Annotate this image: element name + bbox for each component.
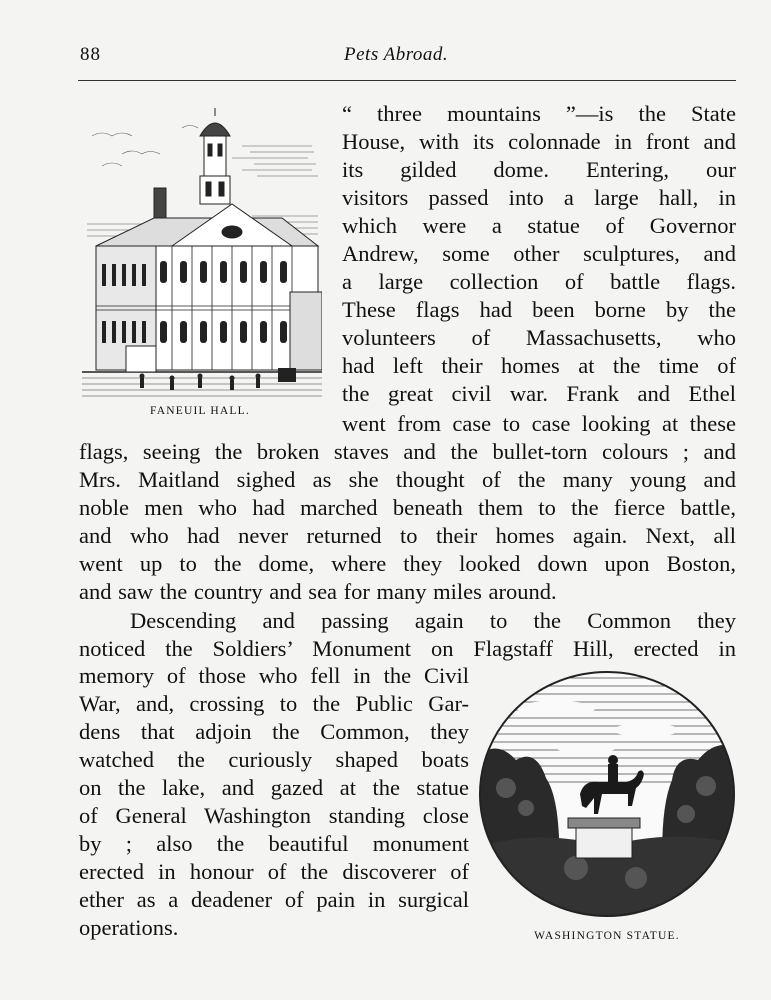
text-line: watched the curiously shaped boats [79, 747, 469, 772]
text-line: on the lake, and gazed at the statue [79, 775, 469, 800]
text-line: House, with its colonnade in front and [342, 129, 736, 154]
text-line: a large collection of battle flags. [342, 269, 736, 294]
text-line: “ three mountains ”—is the State [342, 101, 736, 126]
figure-caption-faneuil-hall: FANEUIL HALL. [150, 405, 250, 417]
page-number: 88 [80, 44, 101, 65]
text-line: and saw the country and sea for many miles around. [79, 579, 557, 604]
text-line: and who had never returned to their homes again. Next, all [79, 523, 736, 548]
text-line: volunteers of Massachusetts, who [342, 325, 736, 350]
text-line: ether as a deadener of pain in surgical [79, 887, 469, 912]
text-line: These flags had been borne by the [342, 297, 736, 322]
text-line: noticed the Soldiers’ Monument on Flagstaff Hill, erected in [79, 636, 736, 661]
text-line: by ; also the beautiful monument [79, 831, 469, 856]
washington-statue-engraving-icon [476, 668, 738, 920]
text-line: operations. [79, 915, 179, 940]
text-line: Descending and passing again to the Common they [130, 608, 736, 633]
text-line: of General Washington standing close [79, 803, 469, 828]
text-line: erected in honour of the discoverer of [79, 859, 469, 884]
text-line: noble men who had marched beneath them to the fierce battle, [79, 495, 736, 520]
faneuil-hall-engraving-icon [82, 106, 322, 402]
text-line: went from case to case looking at these [342, 411, 736, 436]
header-rule [78, 80, 736, 81]
text-line: memory of those who fell in the Civil [79, 663, 469, 688]
text-line: the great civil war. Frank and Ethel [342, 381, 736, 406]
figure-caption-washington-statue: WASHINGTON STATUE. [534, 930, 680, 942]
running-title: Pets Abroad. [344, 44, 449, 65]
text-line: flags, seeing the broken staves and the bullet-torn colours ; and [79, 439, 736, 464]
text-line: which were a statue of Governor [342, 213, 736, 238]
text-line: Andrew, some other sculptures, and [342, 241, 736, 266]
text-line: visitors passed into a large hall, in [342, 185, 736, 210]
text-line: went up to the dome, where they looked down upon Boston, [79, 551, 736, 576]
text-line: had left their homes at the time of [342, 353, 736, 378]
text-line: Mrs. Maitland sighed as she thought of the many young and [79, 467, 736, 492]
text-line: dens that adjoin the Common, they [79, 719, 469, 744]
text-line: War, and, crossing to the Public Gar- [79, 691, 469, 716]
text-line: its gilded dome. Entering, our [342, 157, 736, 182]
